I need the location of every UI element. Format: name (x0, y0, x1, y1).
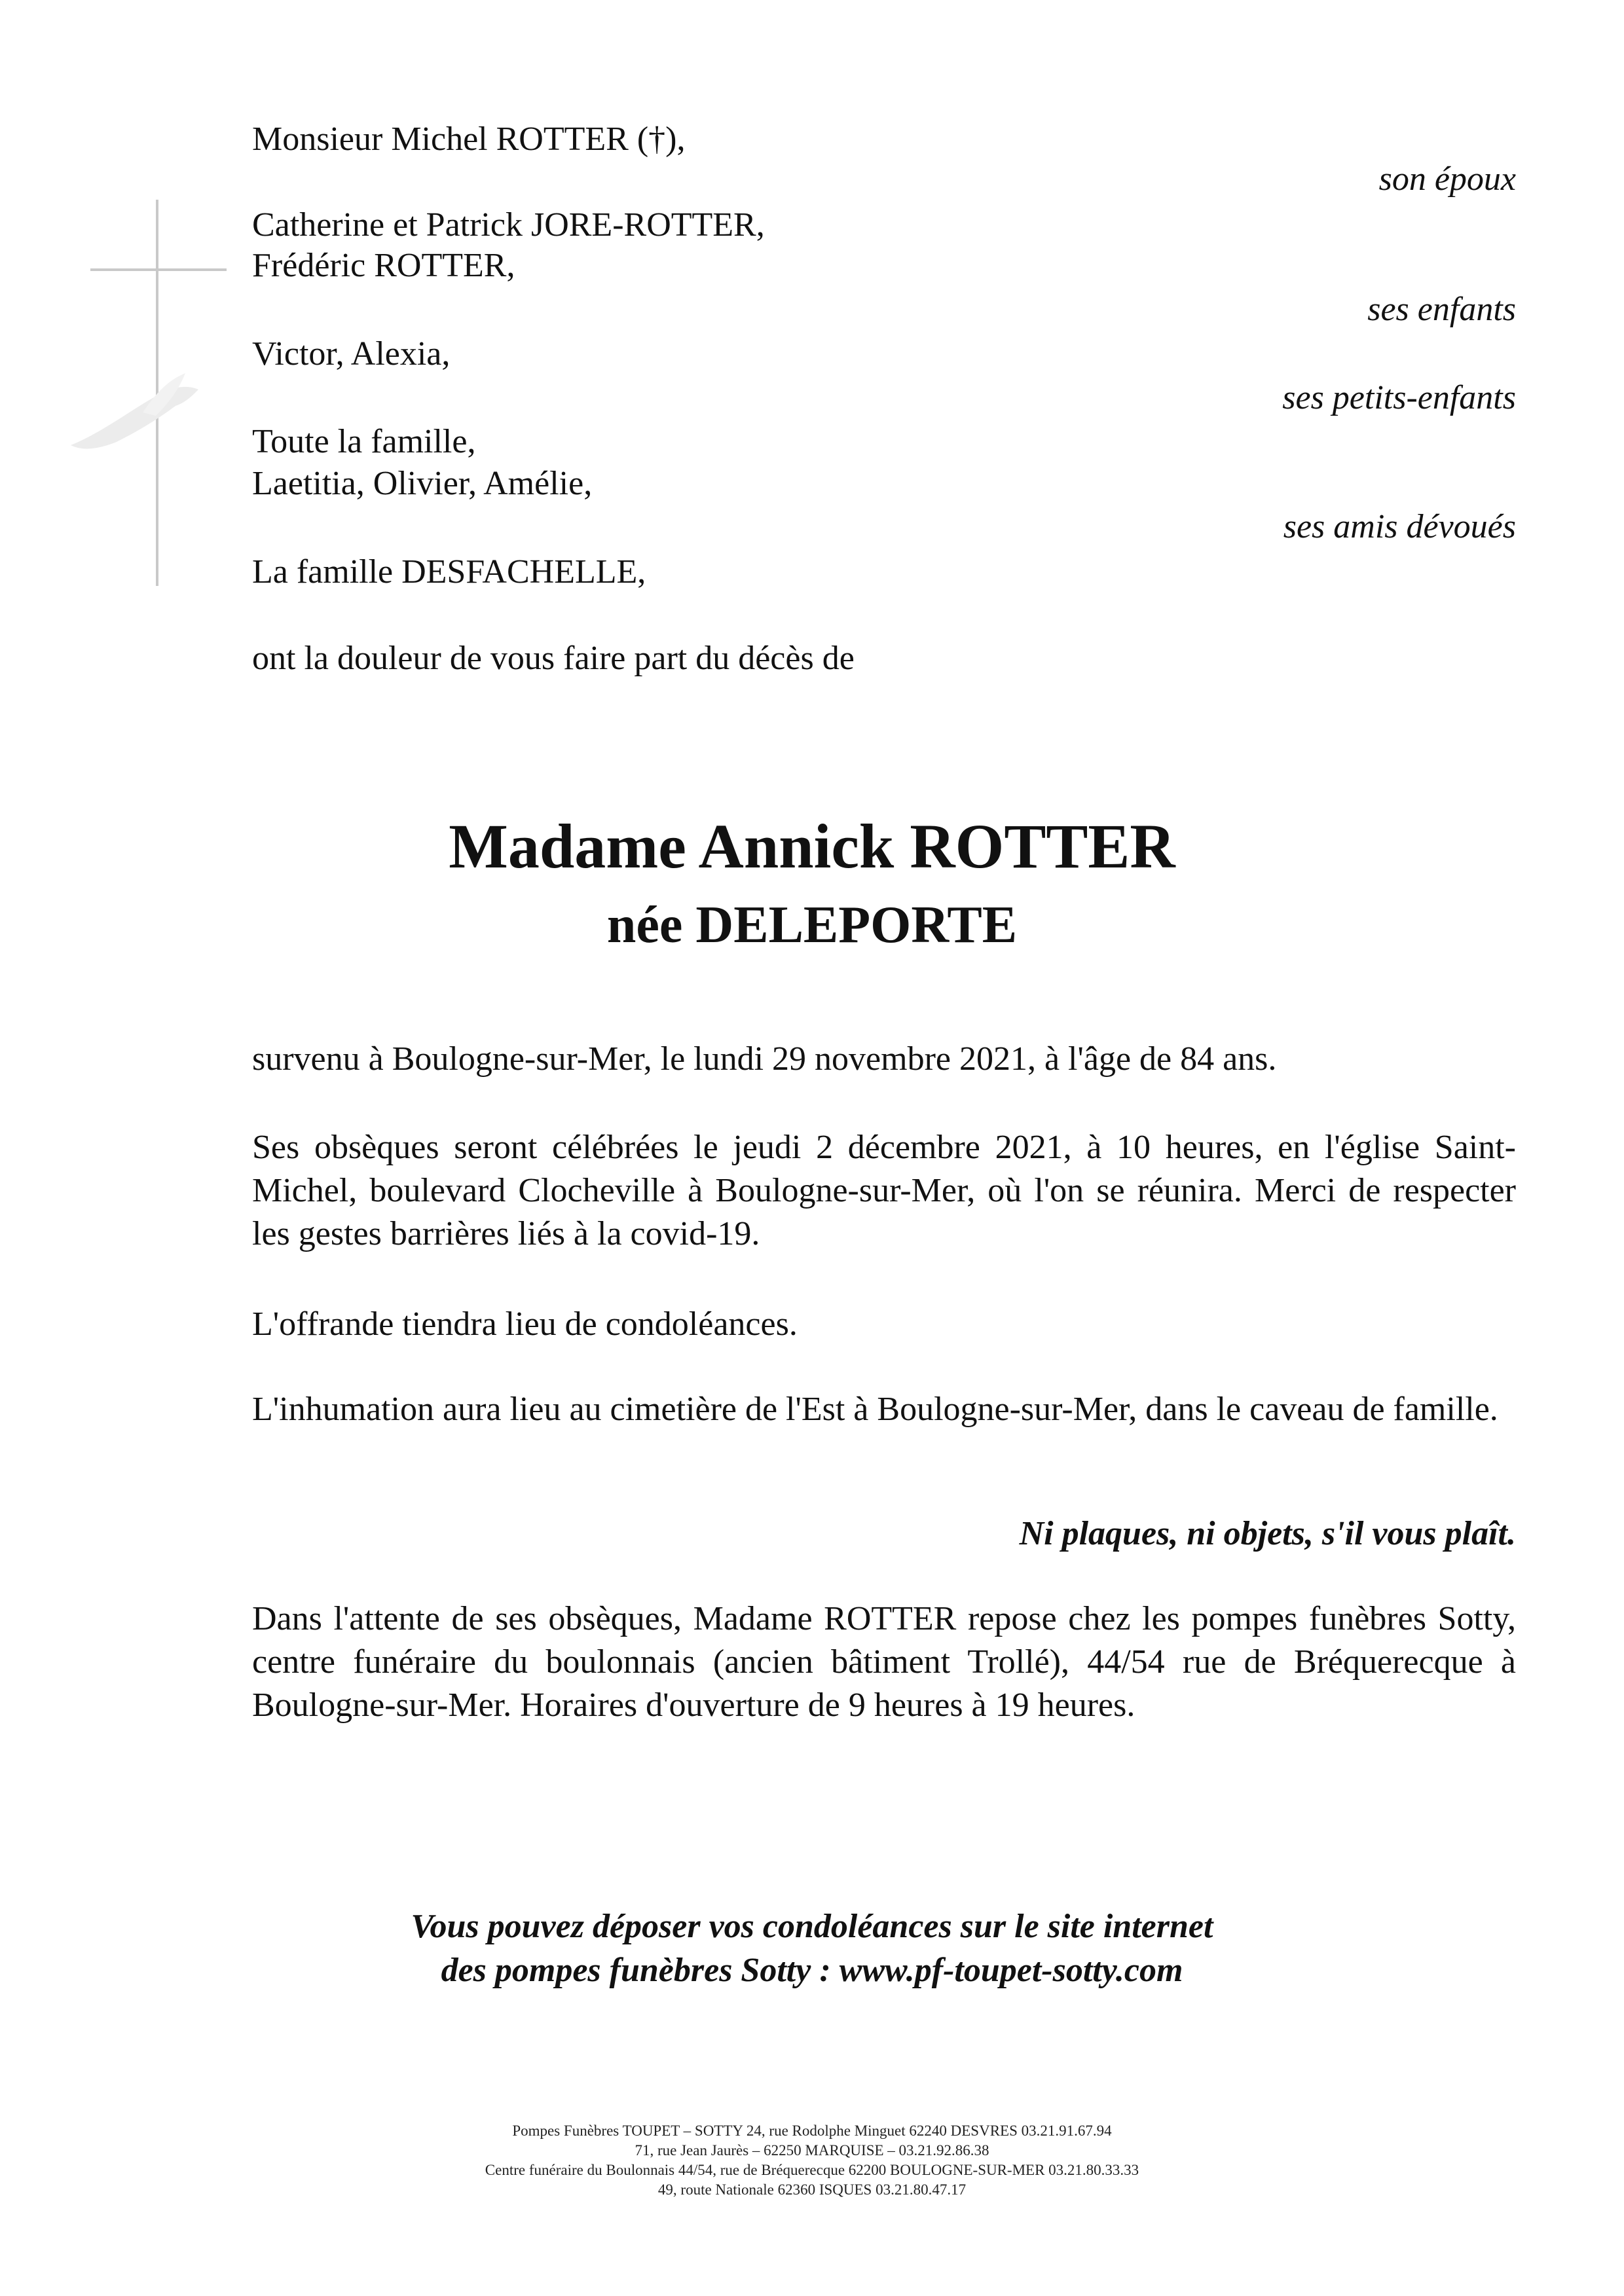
paragraph-funeral-details: Ses obsèques seront célébrées le jeudi 2 décembre 2021, à 10 heures, en l'église Saint-Michel, boulevard Clocheville à Boulogne-sur-Mer, où l'on se réunira. Merci de respecter les gestes barrières liés à la covid-19. (252, 1129, 1516, 1252)
relation-children: ses enfants (1367, 291, 1516, 328)
family-line-child-1: Catherine et Patrick JORE-ROTTER, (252, 206, 765, 244)
cross-horizontal (90, 268, 227, 271)
condolences-line-2: des pompes funèbres Sotty : www.pf-toupet-sotty.com (441, 1952, 1183, 1989)
family-line-desfachelle: La famille DESFACHELLE, (252, 553, 646, 591)
family-line-family: Toute la famille, (252, 423, 476, 460)
family-line-child-2: Frédéric ROTTER, (252, 247, 515, 284)
paragraph-offering: L'offrande tiendra lieu de condoléances. (252, 1305, 798, 1343)
family-line-friends: Laetitia, Olivier, Amélie, (252, 465, 593, 502)
dove-icon (64, 367, 208, 471)
relation-spouse: son époux (1378, 160, 1516, 198)
family-line-husband: Monsieur Michel ROTTER (†), (252, 120, 686, 158)
relation-friends: ses amis dévoués (1283, 508, 1516, 545)
relation-grandchildren: ses petits-enfants (1282, 379, 1516, 416)
footer-line-desvres: Pompes Funèbres TOUPET – SOTTY 24, rue Rodolphe Minguet 62240 DESVRES 03.21.91.67.94 (512, 2123, 1112, 2139)
paragraph-death-details: survenu à Boulogne-sur-Mer, le lundi 29 novembre 2021, à l'âge de 84 ans. (252, 1040, 1277, 1078)
condolences-line-1: Vous pouvez déposer vos condoléances sur le site internet (411, 1908, 1213, 1945)
footer-line-boulogne: Centre funéraire du Boulonnais 44/54, rue de Bréquerecque 62200 BOULOGNE-SUR-MER 03.21.80.33.33 (485, 2162, 1139, 2178)
announcement-text: ont la douleur de vous faire part du décès de (252, 640, 855, 677)
family-line-grandchildren: Victor, Alexia, (252, 335, 451, 373)
deceased-maiden-name: née DELEPORTE (606, 896, 1018, 954)
paragraph-burial: L'inhumation aura lieu au cimetière de l'Est à Boulogne-sur-Mer, dans le caveau de famille. (252, 1391, 1498, 1428)
paragraph-no-flowers: Ni plaques, ni objets, s'il vous plaît. (1019, 1515, 1516, 1552)
footer-line-isques: 49, route Nationale 62360 ISQUES 03.21.80.47.17 (657, 2181, 967, 2198)
footer-line-marquise: 71, rue Jean Jaurès – 62250 MARQUISE – 03.21.92.86.38 (635, 2142, 989, 2159)
deceased-name: Madame Annick ROTTER (449, 811, 1175, 881)
paragraph-resting-place: Dans l'attente de ses obsèques, Madame ROTTER repose chez les pompes funèbres Sotty, centre funéraire du boulonnais (ancien bâtiment Trollé), 44/54 rue de Bréquerecque à Boulogne-sur-Mer. Horaires d'ouverture de 9 heures à 19 heures. (252, 1600, 1516, 1724)
